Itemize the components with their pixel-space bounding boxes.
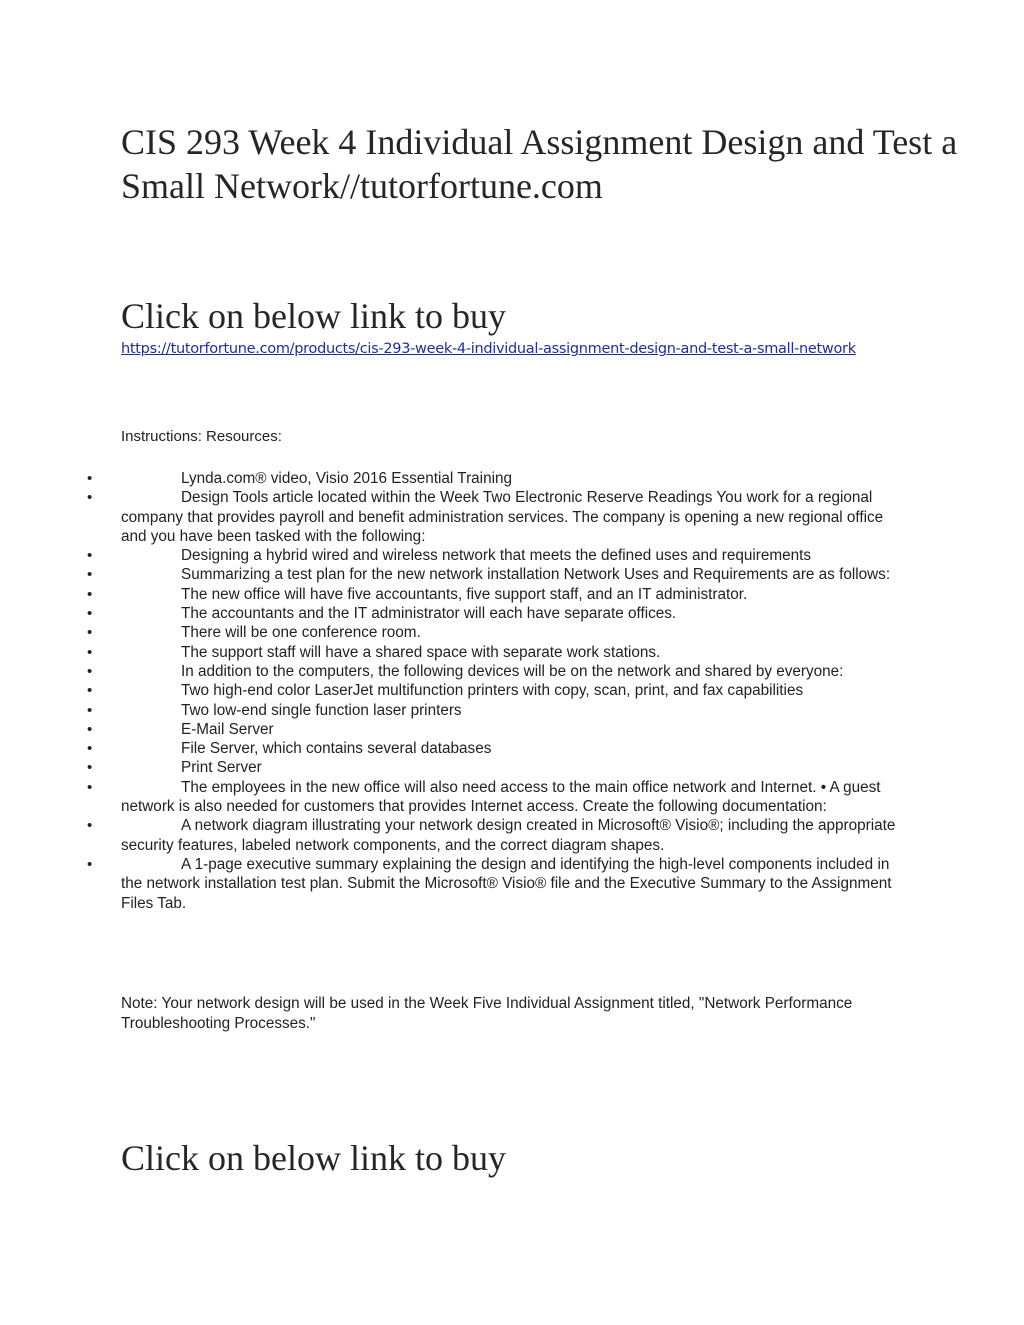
bullet-icon: • — [87, 605, 93, 623]
page-title: CIS 293 Week 4 Individual Assignment Design and Test a Small Network//tutorfortune.com — [121, 122, 958, 206]
list-item — [0, 623, 1024, 642]
list-item — [0, 604, 1024, 623]
bullet-icon: • — [87, 643, 93, 661]
bullet-icon: • — [87, 855, 93, 873]
list-item-text: In addition to the computers, the following devices will be on the network and shared by everyone: — [181, 662, 844, 680]
instructions-list — [0, 469, 1024, 913]
list-item — [0, 720, 1024, 739]
list-item-text: Print Server — [181, 759, 262, 777]
bullet-icon: • — [87, 778, 93, 796]
bullet-icon: • — [87, 470, 93, 487]
bullet-icon: • — [87, 662, 93, 680]
list-item-text: There will be one conference room. — [181, 624, 421, 642]
buy-heading-bottom: Click on below link to buy — [121, 1138, 506, 1178]
product-link[interactable]: https://tutorfortune.com/products/cis-293-week-4-individual-assignment-design-and-test-a-small-network — [121, 341, 856, 357]
bullet-icon: • — [87, 701, 93, 719]
list-item-text: Designing a hybrid wired and wireless network that meets the defined uses and requirements — [181, 547, 812, 565]
list-item — [0, 758, 1024, 777]
list-item-text: Lynda.com® video, Visio 2016 Essential Training — [181, 470, 512, 487]
list-item-text: E-Mail Server — [181, 720, 274, 738]
instructions-label: Instructions: Resources: — [121, 428, 282, 445]
list-item — [0, 662, 1024, 681]
bullet-icon: • — [87, 682, 93, 700]
buy-heading: Click on below link to buy — [121, 296, 506, 336]
list-item — [0, 488, 1024, 546]
list-item — [0, 701, 1024, 720]
list-item-text: The employees in the new office will also need access to the main office network and Internet. • A guest network is also needed for customers that provides Internet access. Create the following documentation: — [121, 778, 881, 816]
bullet-icon: • — [87, 547, 93, 565]
list-item — [0, 739, 1024, 758]
bullet-icon: • — [87, 720, 93, 738]
list-item-text: Two high-end color LaserJet multifunction printers with copy, scan, print, and fax capabilities — [181, 682, 804, 700]
list-item-text: A network diagram illustrating your network design created in Microsoft® Visio®; including the appropriate security features, labeled network components, and the correct diagram shapes. — [121, 817, 896, 854]
bullet-icon: • — [87, 817, 93, 835]
list-item — [0, 565, 1024, 584]
bullet-icon: • — [87, 624, 93, 642]
bullet-icon: • — [87, 566, 93, 584]
bullet-icon: • — [87, 585, 93, 603]
list-item-text: Design Tools article located within the Week Two Electronic Reserve Readings You work for a regional company that provides payroll and benefit administration services. The company is opening a new regional office and you have been tasked with the following: — [121, 489, 884, 545]
list-item — [0, 681, 1024, 700]
list-item-text: The accountants and the IT administrator will each have separate offices. — [181, 605, 677, 623]
list-item — [0, 469, 1024, 488]
bullet-icon: • — [87, 740, 93, 758]
list-item — [0, 816, 1024, 855]
list-item-text: Two low-end single function laser printers — [181, 701, 462, 719]
list-item — [0, 855, 1024, 913]
list-item-text: The new office will have five accountants, five support staff, and an IT administrator. — [181, 585, 748, 603]
list-item — [0, 585, 1024, 604]
list-item — [0, 546, 1024, 565]
list-item — [0, 643, 1024, 662]
bullet-icon: • — [87, 759, 93, 777]
bullet-icon: • — [87, 489, 93, 507]
list-item-text: A 1-page executive summary explaining the design and identifying the high-level components included in the network installation test plan. Submit the Microsoft® Visio® file and the Executive Summary to the Assignment Files Tab. — [121, 855, 892, 912]
list-item — [0, 778, 1024, 817]
list-item-text: File Server, which contains several databases — [181, 740, 492, 758]
note-paragraph: Note: Your network design will be used in the Week Five Individual Assignment titled, "Network Performance Troubleshooting Processes." — [121, 995, 853, 1032]
list-item-text: Summarizing a test plan for the new network installation Network Uses and Requirements are as follows: — [181, 566, 891, 584]
list-item-text: The support staff will have a shared space with separate work stations. — [181, 643, 661, 661]
